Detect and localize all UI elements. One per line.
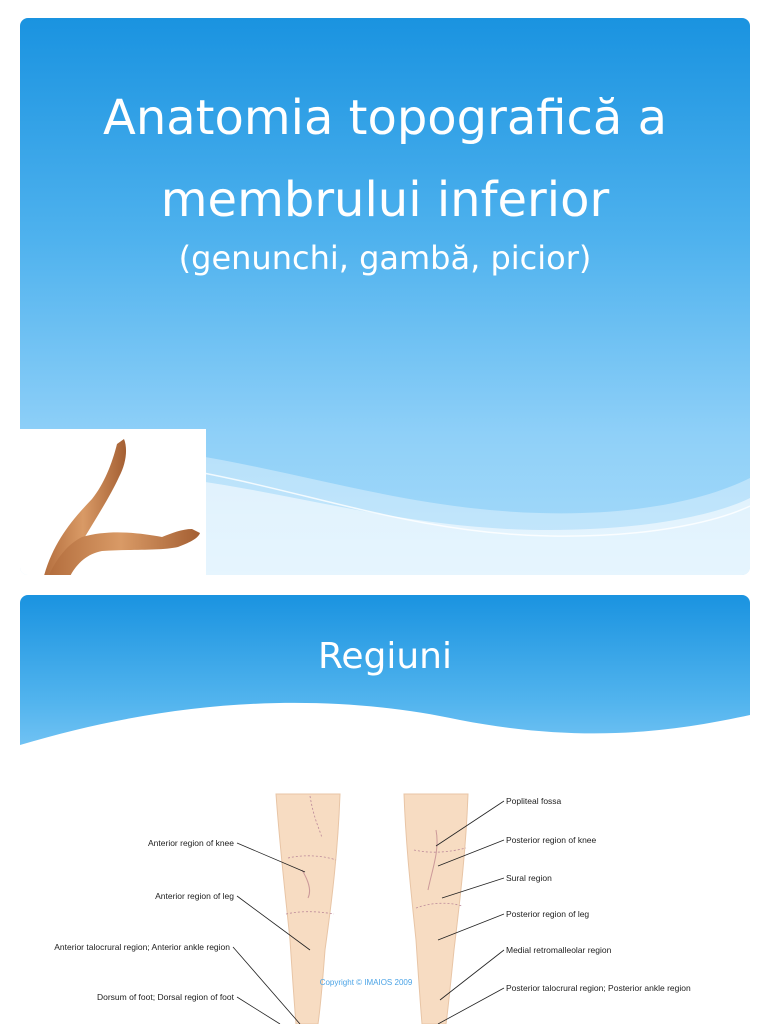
label-anterior-ankle-region: Anterior talocrural region; Anterior ankle region [54, 942, 230, 952]
label-popliteal-fossa: Popliteal fossa [506, 796, 562, 806]
label-sural-region: Sural region [506, 873, 552, 883]
label-medial-retromalleolar-region: Medial retromalleolar region [506, 945, 612, 955]
label-anterior-region-leg: Anterior region of leg [155, 891, 234, 901]
slide-title-line2: membrului inferior [160, 172, 610, 228]
label-anterior-region-knee: Anterior region of knee [148, 838, 234, 848]
anatomy-figure [0, 790, 768, 1024]
slide-title-line1: Anatomia topografică a [103, 90, 667, 146]
wave-decoration [20, 695, 750, 805]
legs-photo [20, 429, 206, 575]
label-posterior-region-leg: Posterior region of leg [506, 909, 590, 919]
anterior-leg-shape [276, 794, 340, 1024]
copyright-watermark: Copyright © IMAIOS 2009 [319, 978, 413, 987]
label-posterior-region-knee: Posterior region of knee [506, 835, 597, 845]
slide-subtitle: (genunchi, gambă, picior) [178, 239, 592, 277]
posterior-leg-shape [404, 794, 468, 1024]
title-slide [20, 18, 750, 575]
label-posterior-ankle-region: Posterior talocrural region; Posterior ankle region [506, 983, 691, 993]
slide-title: Regiuni [317, 636, 453, 677]
label-dorsum-of-foot: Dorsum of foot; Dorsal region of foot [96, 992, 234, 1002]
